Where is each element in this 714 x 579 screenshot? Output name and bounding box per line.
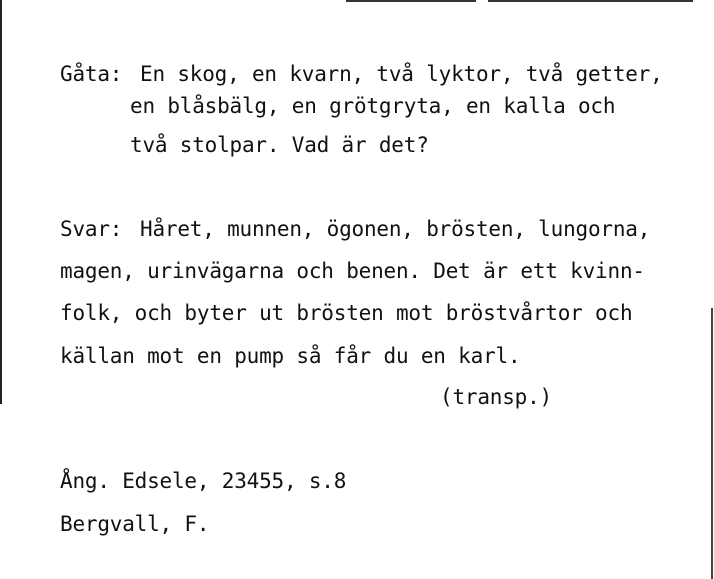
source-reference: Ång. Edsele, 23455, s.8	[60, 469, 347, 493]
answer-line: Håret, munnen, ögonen, brösten, lungorna,	[140, 217, 651, 241]
riddle-label: Gåta:	[60, 62, 123, 86]
riddle-line: två stolpar. Vad är det?	[130, 133, 429, 157]
top-edge-mark	[488, 0, 693, 2]
riddle-line: En skog, en kvarn, två lyktor, två getter,	[140, 62, 663, 86]
answer-label: Svar:	[60, 217, 123, 241]
answer-line: källan mot en pump så får du en karl.	[60, 344, 521, 368]
answer-line: folk, och byter ut brösten mot bröstvårtor och	[60, 301, 633, 325]
card-left-border	[0, 0, 2, 404]
transcription-note: (transp.)	[440, 385, 552, 409]
top-edge-mark	[346, 0, 476, 2]
riddle-line: en blåsbälg, en grötgryta, en kalla och	[130, 94, 616, 118]
card-right-border	[711, 308, 713, 579]
answer-line: magen, urinvägarna och benen. Det är ett kvinn-	[60, 259, 645, 283]
collector-name: Bergvall, F.	[60, 512, 210, 536]
